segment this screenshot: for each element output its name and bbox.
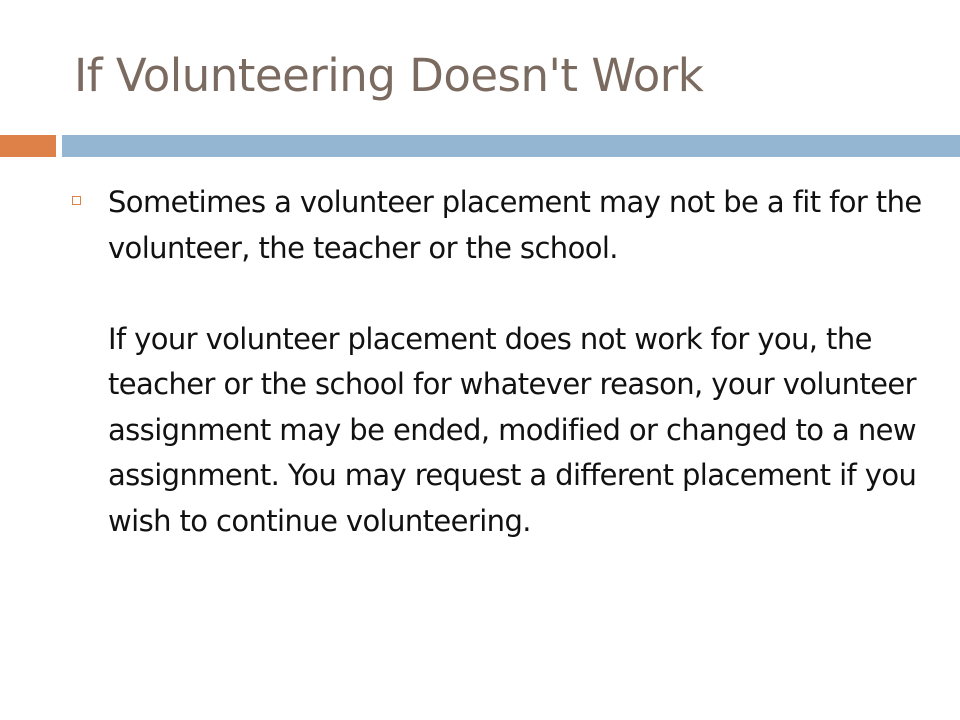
slide-title: If Volunteering Doesn't Work: [74, 49, 704, 102]
paragraph-spacer: [108, 271, 928, 317]
bullet-text: [108, 180, 928, 544]
bullet-paragraph-1: Sometimes a volunteer placement may not be a fit for the volunteer, the teacher or the school.: [108, 185, 922, 265]
accent-bar-orange: [0, 135, 56, 157]
square-bullet-icon: [72, 196, 81, 205]
slide-content: [72, 180, 932, 544]
accent-bar-blue: [62, 135, 960, 157]
bullet-paragraph-2: If your volunteer placement does not work for you, the teacher or the school for whatever reason, your volunteer assignment may be ended, modified or changed to a new assignment. You may request a different placement if you wish to continue volunteering.: [108, 321, 917, 538]
bullet-item: [72, 180, 932, 544]
